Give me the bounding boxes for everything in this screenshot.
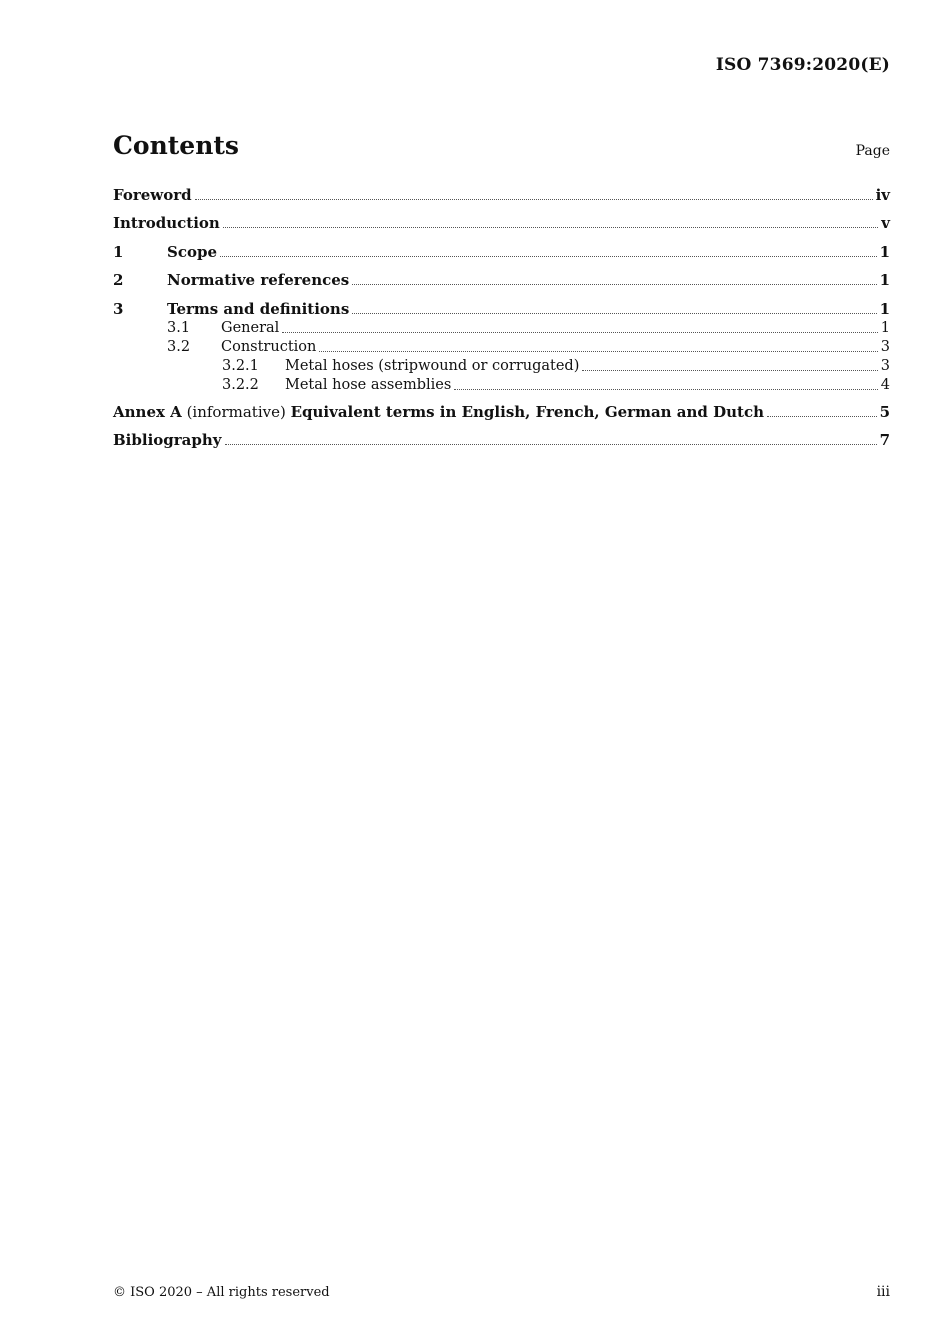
toc-entry-text: Foreword [113, 186, 192, 204]
toc-entry-number: 3.2.2 [222, 377, 259, 393]
toc-entry-page: 4 [880, 377, 890, 393]
toc-entry-text [113, 403, 764, 422]
toc-entry-metal-hose-assemblies[interactable] [113, 376, 890, 395]
dot-leader [282, 332, 877, 333]
toc-entry-general[interactable] [113, 319, 890, 338]
toc-entry-page: 7 [879, 431, 890, 449]
dot-leader [582, 370, 877, 371]
page-column-label: Page [855, 143, 890, 159]
toc-entry-page: 5 [879, 403, 890, 421]
toc-entry-page: iv [875, 186, 890, 204]
annex-label: Annex A [113, 403, 182, 421]
table-of-contents [113, 186, 890, 450]
toc-entry-page: 3 [880, 339, 890, 355]
toc-entry-page: 1 [880, 320, 890, 336]
toc-entry-foreword[interactable] [113, 186, 890, 205]
page-number: iii [876, 1284, 890, 1300]
dot-leader [767, 416, 877, 417]
copyright-notice: © ISO 2020 – All rights reserved [113, 1285, 330, 1300]
toc-entry-bibliography[interactable] [113, 431, 890, 450]
dot-leader [454, 389, 877, 390]
toc-entry-text: Metal hoses (stripwound or corrugated) [285, 358, 580, 374]
toc-entry-text: Scope [167, 243, 218, 261]
page-title: Contents [113, 131, 240, 160]
annex-type: (informative) [181, 403, 291, 421]
toc-entry-page: v [881, 214, 890, 232]
toc-entry-construction[interactable] [113, 338, 890, 357]
toc-entry-text: Metal hose assemblies [285, 377, 452, 393]
dot-leader [352, 284, 876, 285]
toc-entry-number: 3.2.1 [222, 358, 259, 374]
toc-entry-terms-and-definitions[interactable] [113, 300, 890, 319]
toc-entry-number: 3.1 [167, 320, 191, 336]
toc-entry-annex-a[interactable] [113, 403, 890, 422]
dot-leader [225, 444, 877, 445]
toc-entry-text: Terms and definitions [167, 300, 350, 318]
annex-title: Equivalent terms in English, French, German and Dutch [290, 403, 765, 421]
toc-entry-text: Introduction [113, 214, 220, 232]
toc-entry-page: 1 [879, 300, 890, 318]
toc-entry-introduction[interactable] [113, 214, 890, 233]
toc-entry-metal-hoses[interactable] [113, 357, 890, 376]
toc-entry-number: 3.2 [167, 339, 191, 355]
toc-entry-text: Normative references [167, 271, 350, 289]
dot-leader [220, 256, 877, 257]
toc-entry-text: General [221, 320, 280, 336]
toc-entry-text: Construction [221, 339, 317, 355]
toc-entry-text: Bibliography [113, 431, 222, 449]
dot-leader [195, 199, 873, 200]
document-id: ISO 7369:2020(E) [715, 55, 890, 75]
toc-entry-page: 3 [880, 358, 890, 374]
toc-entry-page: 1 [879, 271, 890, 289]
dot-leader [352, 313, 876, 314]
toc-entry-scope[interactable] [113, 243, 890, 262]
toc-entry-number: 1 [113, 243, 124, 261]
toc-entry-number: 3 [113, 300, 124, 318]
toc-entry-number: 2 [113, 271, 124, 289]
toc-entry-normative-references[interactable] [113, 271, 890, 290]
dot-leader [319, 351, 877, 352]
toc-entry-page: 1 [879, 243, 890, 261]
dot-leader [223, 227, 878, 228]
